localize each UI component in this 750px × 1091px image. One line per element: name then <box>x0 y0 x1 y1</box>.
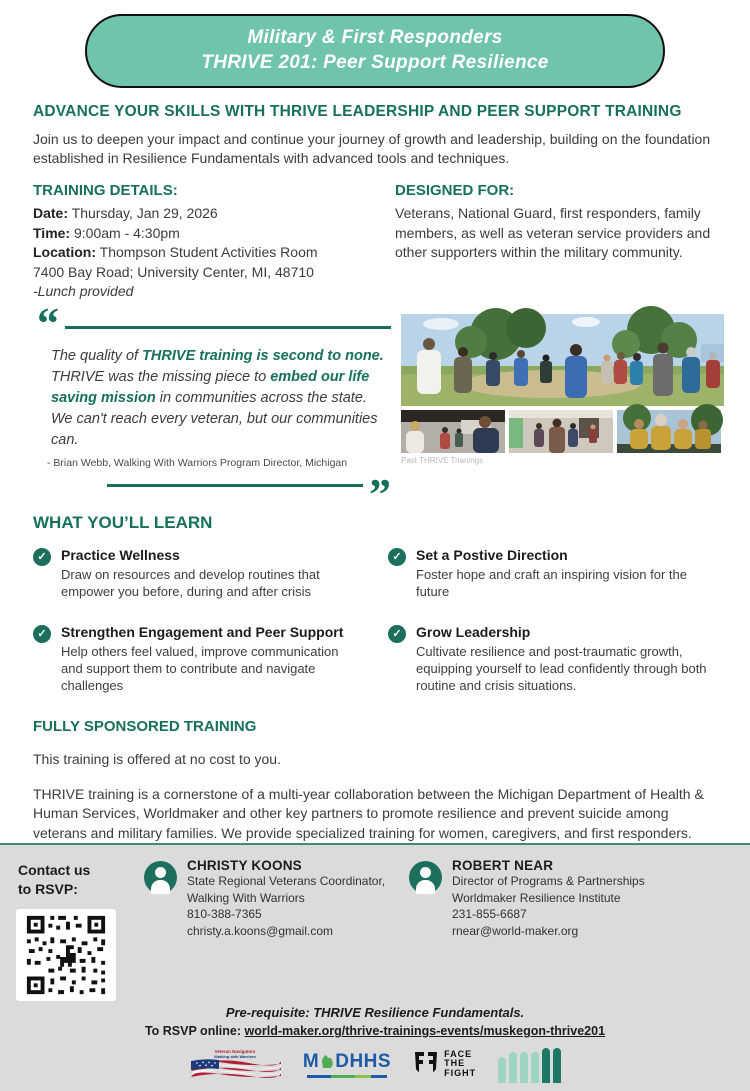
contact-email: christy.a.koons@gmail.com <box>187 923 334 938</box>
training-details-section <box>33 182 395 302</box>
quote-top-rule <box>37 298 391 348</box>
designed-for-section <box>395 182 717 302</box>
page-headline: ADVANCE YOUR SKILLS WITH THRIVE LEADERSHIP AND PEER SUPPORT TRAINING <box>33 103 682 120</box>
designed-for-body: Veterans, National Guard, first responders, family members, as well as veteran service providers and other supporters within the military community. <box>395 205 711 260</box>
contact-info <box>187 858 385 1001</box>
learn-item-desc: Help others feel valued, improve communication and support them to contribute and navigate challenges <box>61 643 339 693</box>
learn-item <box>388 624 717 694</box>
training-details-heading: TRAINING DETAILS: <box>33 182 178 199</box>
contact-info <box>452 858 645 1001</box>
time-value: 9:00am - 4:30pm <box>73 224 180 241</box>
quote-part1: The quality of <box>51 347 143 364</box>
qr-code <box>16 909 116 1001</box>
learn-item <box>388 547 717 600</box>
learn-item-desc: Draw on resources and develop routines that empower you before, during and after crisis <box>61 566 320 599</box>
check-icon: ✓ <box>388 548 406 566</box>
learn-item <box>33 547 388 600</box>
learn-item-body <box>416 624 716 694</box>
learn-item-desc: Foster hope and craft an inspiring vision for the future <box>416 566 687 599</box>
ftf-line1: FACE <box>444 1048 473 1059</box>
location-label: Location: <box>33 244 96 260</box>
logo-bar <box>520 1052 528 1083</box>
prerequisite-text: Pre-requisite: THRIVE Resilience Fundamentals. <box>225 1005 525 1020</box>
testimonial-quote <box>33 298 395 519</box>
ftf-line3: FIGHT <box>444 1067 477 1078</box>
contact-card-robert <box>409 855 734 1001</box>
quote-part2: THRIVE was the missing piece to <box>51 368 271 385</box>
quote-divider-line <box>65 326 391 329</box>
learn-item-title: Practice Wellness <box>61 546 180 563</box>
footer <box>0 843 750 1091</box>
ftf-line2: THE <box>444 1058 466 1069</box>
badge-title-line1: Military & First Responders <box>247 27 503 48</box>
rsvp-link[interactable]: world-maker.org/thrive-trainings-events/muskegon-thrive201 <box>244 1024 606 1038</box>
face-the-fight-shield-icon <box>413 1050 439 1078</box>
partner-logos <box>16 1045 734 1083</box>
date-label: Date: <box>33 205 69 221</box>
mdhhs-tagline-bar <box>307 1075 387 1078</box>
learn-item-title: Strengthen Engagement and Peer Support <box>61 623 344 640</box>
face-the-fight-text <box>444 1050 476 1079</box>
rsvp-block <box>16 1005 734 1038</box>
contact-label-line2: to RSVP: <box>18 881 78 897</box>
mdhhs-dhhs: DHHS <box>335 1050 392 1072</box>
contact-label <box>16 855 134 899</box>
walking-with-warriors-logo <box>189 1047 281 1081</box>
learn-item-desc: Cultivate resilience and post-traumatic growth, equipping yourself to lead confidently through both routine and crisis situations. <box>416 643 707 693</box>
intro-paragraph: Join us to deepen your impact and continue your journey of growth and leadership, building on the foundation established in Resilience Fundamentals with advanced tools and techniques. <box>33 131 711 166</box>
check-icon: ✓ <box>33 548 51 566</box>
detail-location <box>33 243 395 263</box>
learn-grid <box>33 547 717 694</box>
quote-attribution: - Brian Webb, Walking With Warriors Program Director, Michigan <box>47 456 348 469</box>
contact-name: ROBERT NEAR <box>452 858 554 873</box>
contact-title: State Regional Veterans Coordinator, <box>187 874 386 888</box>
date-value: Thursday, Jan 29, 2026 <box>71 205 218 221</box>
contact-org: Walking With Warriors <box>187 890 305 905</box>
detail-date <box>33 204 395 224</box>
quote-photo-row <box>33 298 717 519</box>
logo-bar <box>553 1048 561 1083</box>
mdhhs-logo <box>303 1051 391 1078</box>
designed-for-heading: DESIGNED FOR: <box>395 182 515 199</box>
contact-title: Director of Programs & Partnerships <box>452 874 645 888</box>
contact-name: CHRISTY KOONS <box>187 858 302 873</box>
logo-bar <box>509 1052 517 1083</box>
contact-rsvp-block <box>16 855 134 1001</box>
michigan-mitten-icon <box>320 1054 334 1070</box>
photo-thumb-row <box>401 410 724 453</box>
check-icon: ✓ <box>33 625 51 643</box>
open-quote-icon: “ <box>37 298 59 348</box>
learn-item-title: Grow Leadership <box>416 623 531 640</box>
photo-caption: Past THRIVE Trianings <box>401 455 484 465</box>
photo-collage <box>395 314 724 497</box>
footer-contact-grid <box>16 855 734 1001</box>
main-content <box>0 88 750 843</box>
detail-address: 7400 Bay Road; University Center, MI, 48710 <box>33 263 314 280</box>
rsvp-line <box>16 1024 734 1038</box>
check-icon: ✓ <box>388 625 406 643</box>
learn-item-title: Set a Postive Direction <box>416 546 568 563</box>
contact-card-christy <box>144 855 399 1001</box>
quote-divider-line <box>107 484 363 487</box>
learn-heading: WHAT YOU’LL LEARN <box>33 512 213 532</box>
location-value: Thompson Student Activities Room <box>99 244 318 260</box>
rsvp-label: To RSVP online: <box>144 1024 242 1038</box>
logo-bar <box>542 1048 550 1083</box>
photo-outdoor-yellow <box>617 410 721 453</box>
qr-code-image <box>23 912 109 998</box>
quote-text <box>51 346 391 451</box>
quote-part3: in communities across the state. We can't reach every veteran, but our communities can. <box>51 389 378 448</box>
contact-label-line1: Contact us <box>18 862 91 878</box>
photo-indoor-2 <box>509 410 613 453</box>
logo-bar <box>531 1052 539 1083</box>
sponsored-line2: THRIVE training is a cornerstone of a multi-year collaboration between the Michigan Department of Health & Human Services, Worldmaker and other key partners to promote resilience and prevent suicide among veterans and military families. We provide specialized training for women, caregivers, and first responders. <box>33 785 704 841</box>
badge-title-line2: THRIVE 201: Peer Support Resilience <box>201 52 549 73</box>
person-avatar-icon <box>409 861 442 894</box>
mdhhs-m: M <box>302 1050 320 1072</box>
time-label: Time: <box>33 224 71 241</box>
photo-outdoor-group <box>401 314 724 406</box>
learn-item-body <box>61 624 361 694</box>
close-quote-icon: ” <box>369 469 391 519</box>
face-the-fight-logo <box>413 1050 476 1079</box>
logo-bar <box>498 1057 506 1083</box>
svg-text:Walking with Warriors: Walking with Warriors <box>214 1054 256 1059</box>
quote-bottom-rule <box>37 469 391 519</box>
worldmaker-bars-logo <box>498 1045 561 1083</box>
detail-lunch-note: -Lunch provided <box>33 283 134 299</box>
header <box>0 0 750 88</box>
sponsored-heading: FULLY SPONSORED TRAINING <box>33 717 257 735</box>
quote-bold1: THRIVE training is second to none. <box>142 347 384 364</box>
photo-indoor-1 <box>401 410 505 453</box>
learn-item-body <box>416 547 716 600</box>
sponsored-line1: This training is offered at no cost to you. <box>33 750 281 767</box>
header-badge <box>85 14 665 88</box>
learn-item <box>33 624 388 694</box>
person-avatar-icon <box>144 861 177 894</box>
quote-bold2: embed our life saving mission <box>51 368 370 406</box>
detail-time <box>33 224 395 244</box>
svg-text:Veteran Navigators: Veteran Navigators <box>214 1049 256 1054</box>
contact-phone: 810-388-7365 <box>187 907 262 921</box>
learn-item-body <box>61 547 361 600</box>
contact-phone: 231-855-6687 <box>452 907 527 921</box>
details-columns <box>33 182 717 302</box>
contact-org: Worldmaker Resilience Institute <box>452 890 621 905</box>
contact-email: rnear@world-maker.org <box>452 923 579 938</box>
